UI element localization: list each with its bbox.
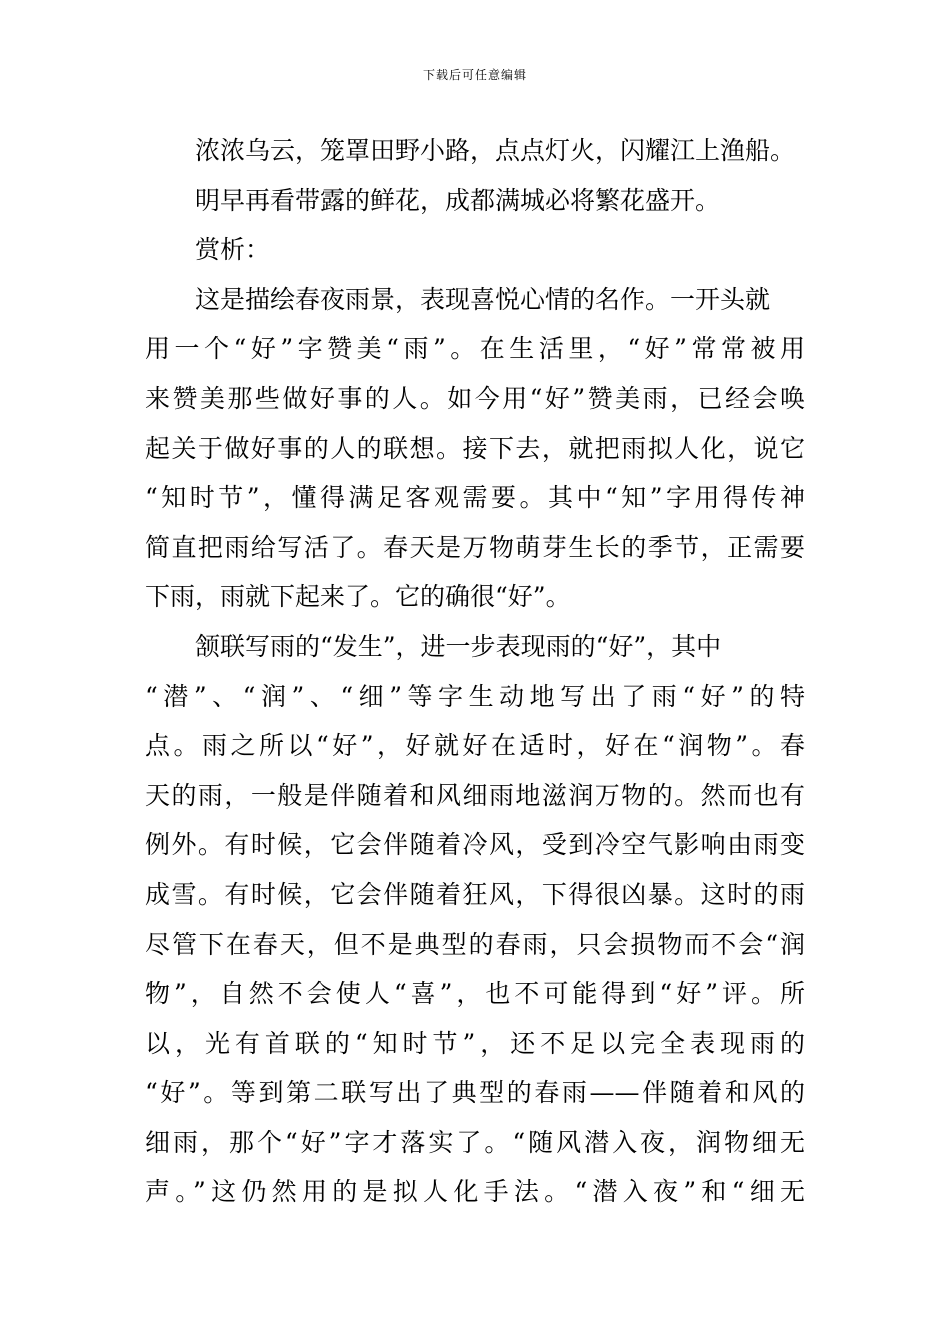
text-line: “知时节”，懂得满足客观需要。其中“知”字用得传神 xyxy=(145,483,805,513)
text-line: 成雪。有时候，它会伴随着狂风，下得很凶暴。这时的雨 xyxy=(145,879,805,909)
text-line: 赏析： xyxy=(195,235,271,265)
text-line: 点。雨之所以“好”，好就好在适时，好在“润物”。春 xyxy=(145,731,805,761)
text-line: 天的雨，一般是伴随着和风细雨地滋润万物的。然而也有 xyxy=(145,780,805,810)
text-line: “潜”、“润”、“细”等字生动地写出了雨“好”的特 xyxy=(145,681,805,711)
text-line: 例外。有时候，它会伴随着冷风，受到冷空气影响由雨变 xyxy=(145,830,805,860)
text-line: 颔联写雨的“发生”，进一步表现雨的“好”，其中 xyxy=(195,631,722,661)
text-line: 起关于做好事的人的联想。接下去，就把雨拟人化，说它 xyxy=(145,433,805,463)
text-line: 这是描绘春夜雨景，表现喜悦心情的名作。一开头就 xyxy=(195,284,771,314)
text-line: 浓浓乌云，笼罩田野小路，点点灯火，闪耀江上渔船。 xyxy=(195,136,796,165)
text-line: 简直把雨给写活了。春天是万物萌芽生长的季节，正需要 xyxy=(145,532,805,562)
text-line: 下雨，雨就下起来了。它的确很“好”。 xyxy=(145,582,571,612)
text-line: “好”。等到第二联写出了典型的春雨——伴随着和风的 xyxy=(145,1078,805,1108)
text-line: 来赞美那些做好事的人。如今用“好”赞美雨，已经会唤 xyxy=(145,383,805,413)
document-body xyxy=(145,126,805,1217)
text-line: 物”，自然不会使人“喜”，也不可能得到“好”评。所 xyxy=(145,979,805,1009)
text-line: 尽管下在春天，但不是典型的春雨，只会损物而不会“润 xyxy=(145,929,805,959)
text-line: 细雨，那个“好”字才落实了。“随风潜入夜，润物细无 xyxy=(145,1127,805,1157)
text-line: 明早再看带露的鲜花，成都满城必将繁花盛开。 xyxy=(195,185,721,215)
text-line: 声。”这仍然用的是拟人化手法。“潜入夜”和“细无 xyxy=(145,1177,805,1207)
text-line: 以，光有首联的“知时节”，还不足以完全表现雨的 xyxy=(145,1028,805,1058)
text-line: 用一个“好”字赞美“雨”。在生活里，“好”常常被用 xyxy=(145,334,805,364)
page-header-note: 下载后可任意编辑 xyxy=(422,68,527,82)
